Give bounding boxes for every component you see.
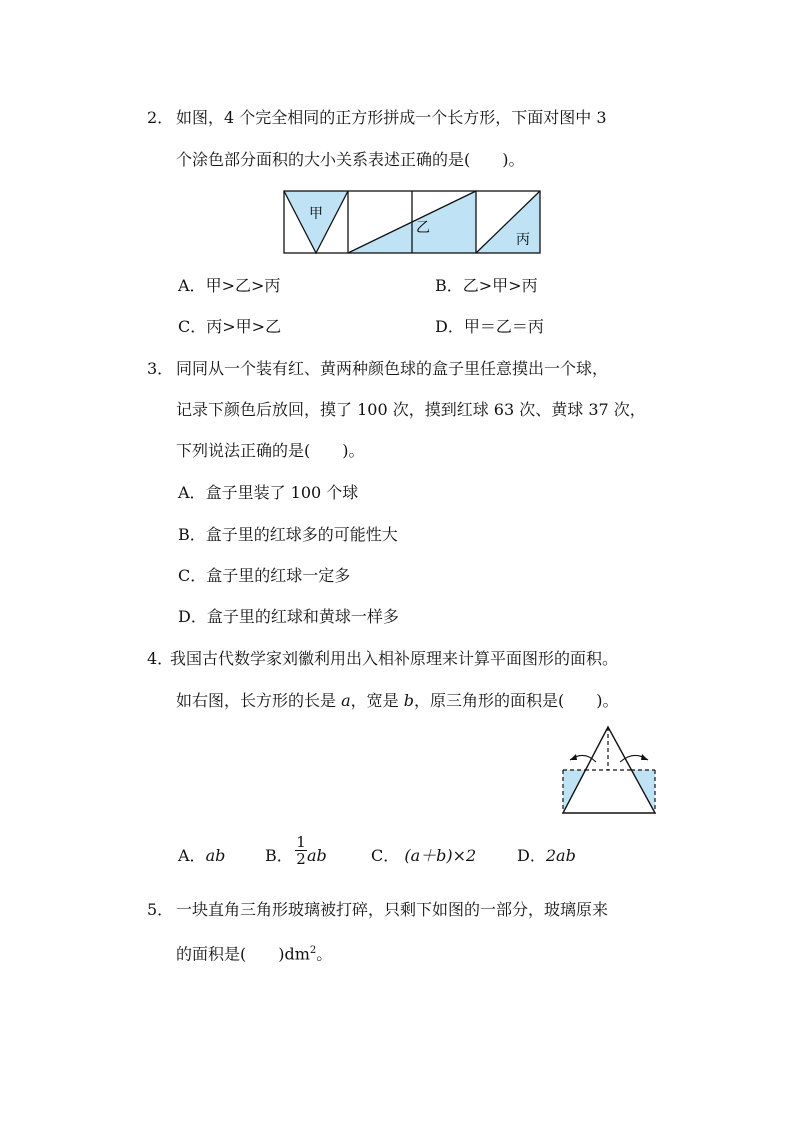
q4-option-d[interactable]: D．2ab — [517, 846, 576, 865]
label-jia: 甲 — [309, 206, 323, 222]
q3-option-d[interactable]: D．盒子里的红球和黄球一样多 — [178, 607, 399, 626]
q3-line3: 下列说法正确的是( )。 — [176, 441, 365, 460]
q4-triangle-figure — [556, 722, 666, 818]
q4-line1: 我国古代数学家刘徽利用出入相补原理来计算平面图形的面积。 — [170, 649, 619, 668]
q3-line2: 记录下颜色后放回，摸了 100 次，摸到红球 63 次、黄球 37 次， — [176, 400, 646, 419]
q2-number: 2． — [147, 108, 174, 127]
q5-line1: 一块直角三角形玻璃被打碎，只剩下如图的一部分，玻璃原来 — [176, 900, 609, 919]
q2-line2: 个涂色部分面积的大小关系表述正确的是( )。 — [176, 150, 525, 169]
q3-option-a[interactable]: A．盒子里装了 100 个球 — [178, 483, 359, 502]
q4-option-a[interactable]: A．ab — [178, 846, 226, 865]
q4-number: 4． — [147, 649, 174, 668]
q3-line1: 同同从一个装有红、黄两种颜色球的盒子里任意摸出一个球， — [176, 359, 609, 378]
q5-line2: 的面积是( )$dm^2$。 — [176, 944, 333, 964]
q2-squares-figure — [283, 190, 541, 255]
q4-option-b[interactable]: B． — [265, 846, 293, 865]
q2-option-d[interactable]: D．甲＝乙＝丙 — [435, 317, 544, 336]
label-yi: 乙 — [416, 220, 430, 236]
q2-option-c[interactable]: C．丙>甲>乙 — [178, 317, 282, 336]
q4-option-b-fraction: $\frac{1}{2}$ — [296, 833, 306, 868]
q4-line2: 如右图，长方形的长是 a，宽是 b，原三角形的面积是( )。 — [176, 691, 619, 710]
q5-number: 5． — [147, 900, 174, 919]
q3-option-c[interactable]: C．盒子里的红球一定多 — [178, 566, 351, 585]
shade-jia — [284, 191, 348, 253]
q4-option-c[interactable]: C． (a＋b)×2 — [371, 846, 477, 865]
q4-option-b-text: ab — [307, 846, 327, 865]
q3-number: 3． — [147, 359, 174, 378]
q3-option-b[interactable]: B．盒子里的红球多的可能性大 — [178, 525, 398, 544]
q2-line1: 如图，4 个完全相同的正方形拼成一个长方形，下面对图中 3 — [176, 108, 607, 127]
q2-option-a[interactable]: A．甲>乙>丙 — [178, 276, 281, 295]
label-bing: 丙 — [516, 232, 530, 248]
q2-option-b[interactable]: B．乙>甲>丙 — [435, 276, 538, 295]
